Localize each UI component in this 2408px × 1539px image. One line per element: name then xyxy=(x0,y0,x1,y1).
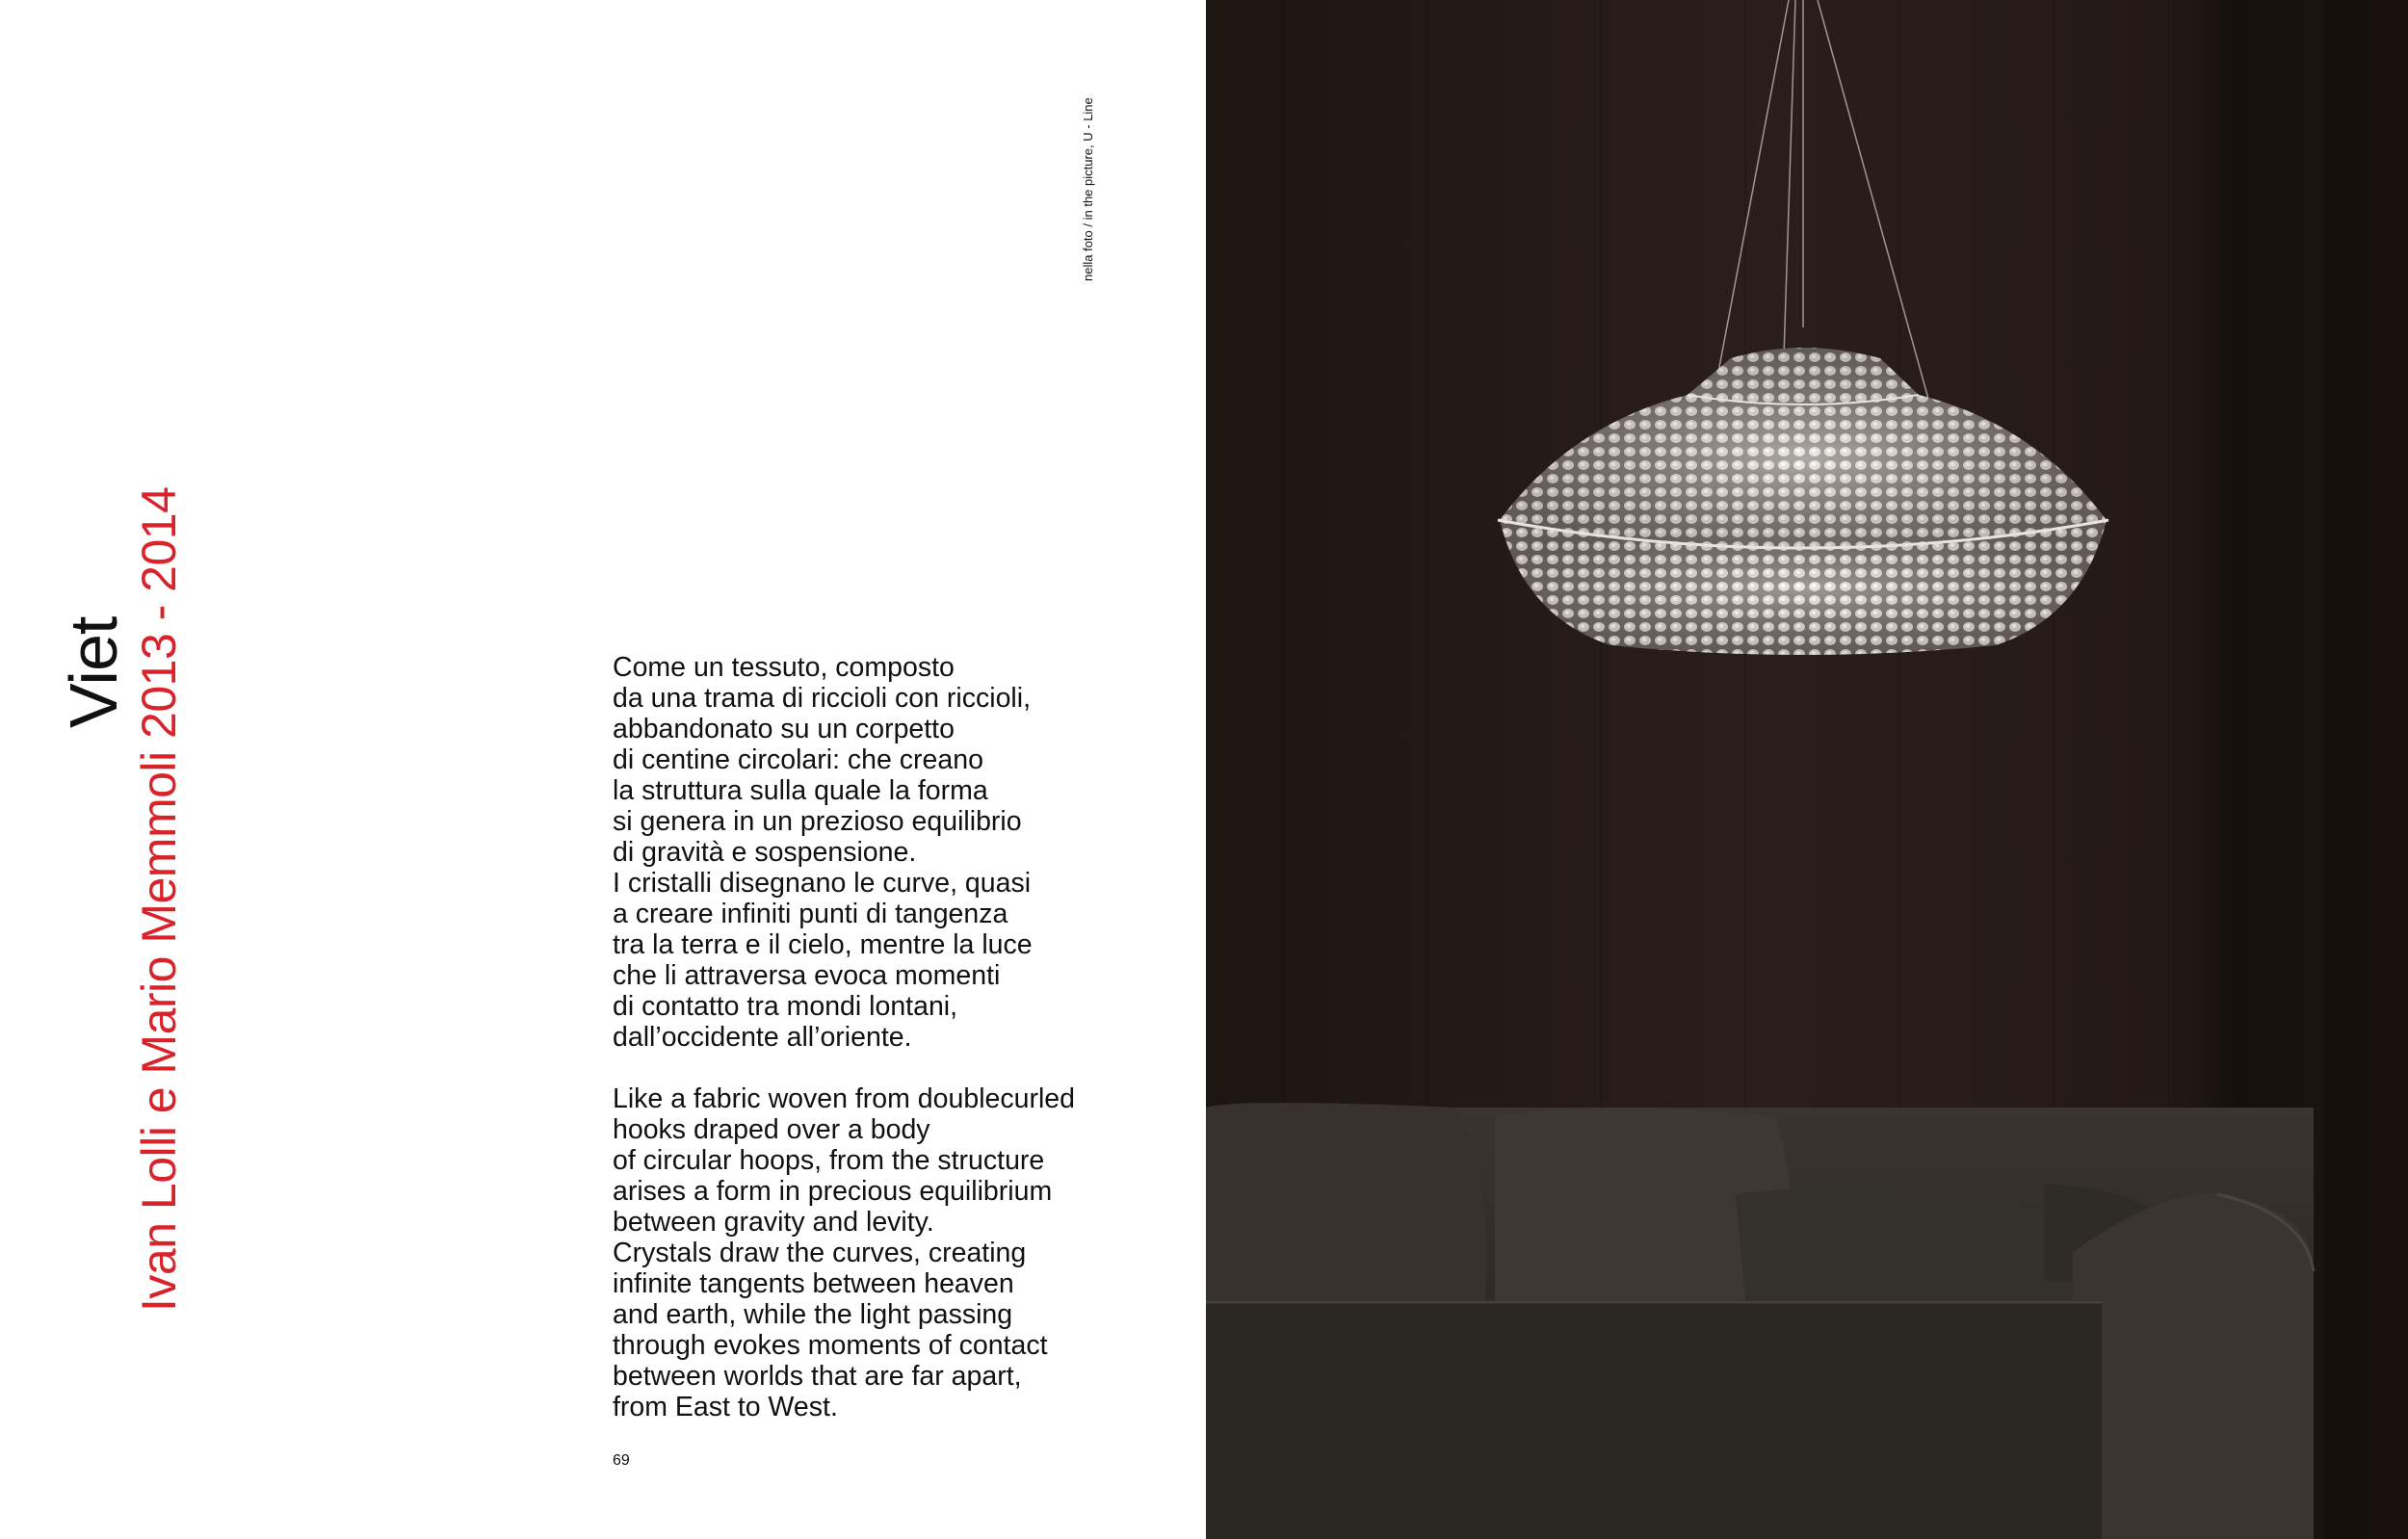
text-line: infinite tangents between heaven xyxy=(613,1268,1014,1299)
text-line: from East to West. xyxy=(613,1392,838,1422)
description-italian xyxy=(613,652,1152,1053)
text-line: di centine circolari: che creano xyxy=(613,744,983,775)
text-line: da una trama di riccioli con riccioli, xyxy=(613,683,1031,714)
description-text xyxy=(613,652,1152,1422)
text-line: che li attraversa evoca momenti xyxy=(613,960,1001,991)
text-line: arises a form in precious equilibrium xyxy=(613,1176,1053,1207)
text-line: di contatto tra mondi lontani, xyxy=(613,991,958,1022)
text-line: a creare infiniti punti di tangenza xyxy=(613,899,1008,929)
product-photo xyxy=(1206,0,2408,1539)
text-line: di gravità e sospensione. xyxy=(613,837,917,868)
text-line: between worlds that are far apart, xyxy=(613,1361,1022,1392)
designer-credit: Ivan Lolli e Mario Memmoli 2013 - 2014 xyxy=(132,486,186,1312)
product-title: Viet xyxy=(56,616,131,728)
description-english xyxy=(613,1083,1152,1422)
text-line: between gravity and levity. xyxy=(613,1207,934,1238)
text-line: Like a fabric woven from doublecurled xyxy=(613,1083,1076,1114)
sofa-image xyxy=(1206,1103,2314,1539)
text-line: Come un tessuto, composto xyxy=(613,652,955,683)
text-line: through evokes moments of contact xyxy=(613,1330,1048,1361)
page-number: 69 xyxy=(613,1452,630,1469)
text-line: la struttura sulla quale la forma xyxy=(613,775,988,806)
text-line: I cristalli disegnano le curve, quasi xyxy=(613,868,1032,899)
text-line: hooks draped over a body xyxy=(613,1114,930,1145)
text-line: abbandonato su un corpetto xyxy=(613,714,955,744)
text-line: Crystals draw the curves, creating xyxy=(613,1238,1027,1268)
text-line: dall’occidente all’oriente. xyxy=(613,1022,912,1053)
text-line: si genera in un prezioso equilibrio xyxy=(613,806,1022,837)
text-line: of circular hoops, from the structure xyxy=(613,1145,1045,1176)
photo-caption: nella foto / in the picture, U - Line xyxy=(1081,97,1095,281)
text-line: and earth, while the light passing xyxy=(613,1299,1013,1330)
text-line: tra la terra e il cielo, mentre la luce xyxy=(613,929,1033,960)
